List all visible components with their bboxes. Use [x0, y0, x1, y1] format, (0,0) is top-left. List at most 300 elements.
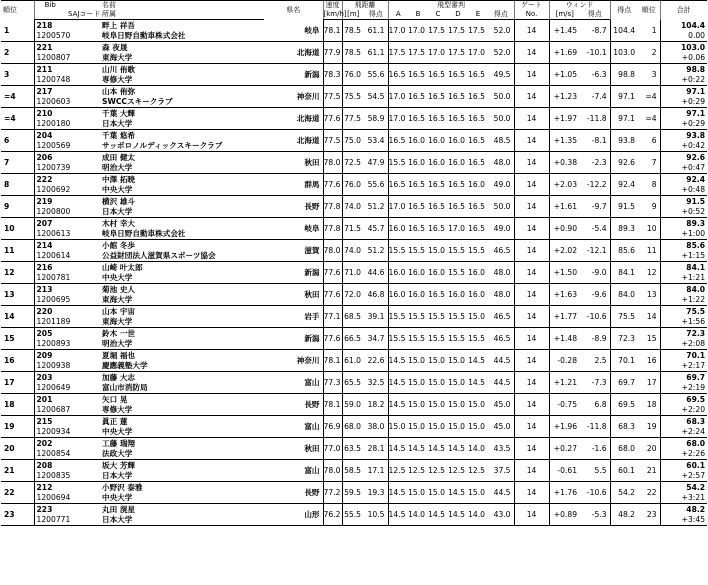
wind-cell: -0.61 [549, 460, 580, 482]
distance-points-cell: 61.1 [364, 20, 388, 42]
table-row [1, 108, 707, 120]
points-cell: 84.0 [610, 284, 638, 306]
judge-c-cell: 16.5 [428, 86, 448, 108]
diff-cell: +1:15 [660, 251, 707, 262]
distance-cell: 76.0 [342, 174, 364, 196]
style-points-cell: 43.0 [488, 504, 514, 526]
judge-b-cell: 16.5 [408, 64, 428, 86]
distance-cell: 75.0 [342, 130, 364, 152]
header-prefecture: 県名 [264, 1, 323, 20]
prefecture-cell: 北海道 [264, 42, 323, 64]
judge-c-cell: 15.0 [428, 372, 448, 394]
club-cell: サッポロノルディックスキークラブ [100, 141, 264, 152]
judge-c-cell: 15.0 [428, 350, 448, 372]
spacer [66, 108, 100, 120]
judge-c-cell: 16.5 [428, 108, 448, 130]
points-cell: 98.8 [610, 64, 638, 86]
header-wind: ウィンド [549, 1, 610, 11]
saj-code-cell: 1200692 [34, 185, 100, 196]
wind-cell: +2.02 [549, 240, 580, 262]
prefecture-cell: 長野 [264, 482, 323, 504]
prefecture-cell: 新潟 [264, 64, 323, 86]
bib-cell: 216 [34, 262, 66, 274]
athlete-name: 成田 健太 [102, 153, 136, 162]
rank-cell: 1 [1, 20, 34, 42]
round-rank-cell: 12 [638, 262, 660, 284]
athlete-name: 山崎 叶太郎 [102, 263, 143, 272]
gate-cell: 14 [514, 240, 549, 262]
saj-code-cell: 1200893 [34, 339, 100, 350]
gate-cell: 14 [514, 218, 549, 240]
judge-c-cell: 15.5 [428, 306, 448, 328]
saj-code-cell: 1200800 [34, 207, 100, 218]
judge-c-cell: 15.0 [428, 482, 448, 504]
judge-c-cell: 16.5 [428, 64, 448, 86]
judge-e-cell: 12.5 [468, 460, 488, 482]
saj-code-cell: 1200748 [34, 75, 100, 86]
distance-points-cell: 58.9 [364, 108, 388, 130]
rank-cell: 21 [1, 460, 34, 482]
saj-code-cell: 1200695 [34, 295, 100, 306]
wind-cell: +1.50 [549, 262, 580, 284]
saj-code-cell: 1200739 [34, 163, 100, 174]
points-cell: 97.1 [610, 86, 638, 108]
judge-c-cell: 17.0 [428, 42, 448, 64]
header-speed-unit: [km/h] [323, 10, 347, 18]
bib-cell: 213 [34, 284, 66, 296]
athlete-name: 菊池 史人 [102, 285, 136, 294]
judge-c-cell: 16.0 [428, 130, 448, 152]
header-speed: 速度 [323, 1, 342, 11]
rank-cell: 22 [1, 482, 34, 504]
style-points-cell: 44.5 [488, 350, 514, 372]
style-points-cell: 48.0 [488, 262, 514, 284]
athlete-name: 千葉 悠希 [102, 131, 136, 140]
table-row [1, 20, 707, 32]
judge-b-cell: 15.5 [408, 240, 428, 262]
spacer [66, 328, 100, 340]
header-judge-d: D [448, 10, 468, 20]
athlete-name: 山本 宇宙 [102, 307, 136, 316]
speed-cell: 77.9 [323, 42, 342, 64]
table-row [1, 262, 707, 274]
saj-code-cell: 1200613 [34, 229, 100, 240]
judge-d-cell: 14.5 [448, 504, 468, 526]
judge-e-cell: 16.0 [468, 262, 488, 284]
judge-e-cell: 16.5 [468, 218, 488, 240]
prefecture-cell: 北海道 [264, 108, 323, 130]
judge-e-cell: 15.5 [468, 328, 488, 350]
header-name: 名前 [100, 1, 264, 11]
judge-d-cell: 15.5 [448, 262, 468, 284]
gate-cell: 14 [514, 174, 549, 196]
wind-points-cell: -5.3 [580, 504, 610, 526]
wind-points-cell: -10.6 [580, 306, 610, 328]
saj-code-cell: 1200614 [34, 251, 100, 262]
wind-cell: +2.03 [549, 174, 580, 196]
wind-cell: +1.48 [549, 328, 580, 350]
distance-cell: 75.5 [342, 86, 364, 108]
points-cell: 89.3 [610, 218, 638, 240]
points-cell: 92.6 [610, 152, 638, 174]
bib-cell: 207 [34, 218, 66, 230]
total-cell: 98.8 [686, 65, 706, 74]
bib-cell: 202 [34, 438, 66, 450]
distance-points-cell: 38.0 [364, 416, 388, 438]
athlete-name: 小館 冬歩 [102, 241, 136, 250]
wind-cell: -0.75 [549, 394, 580, 416]
total-cell: 85.6 [686, 241, 706, 250]
wind-points-cell: -8.7 [580, 20, 610, 42]
speed-cell: 78.0 [323, 460, 342, 482]
gate-cell: 14 [514, 284, 549, 306]
round-rank-cell: 22 [638, 482, 660, 504]
distance-points-cell: 22.6 [364, 350, 388, 372]
bib-cell: 206 [34, 152, 66, 164]
judge-a-cell: 14.5 [388, 372, 408, 394]
style-points-cell: 49.5 [488, 64, 514, 86]
total-cell: 48.2 [686, 505, 706, 514]
distance-cell: 78.5 [342, 42, 364, 64]
table-row [1, 152, 707, 164]
prefecture-cell: 富山 [264, 460, 323, 482]
distance-points-cell: 53.4 [364, 130, 388, 152]
wind-cell: +0.27 [549, 438, 580, 460]
round-rank-cell: 7 [638, 152, 660, 174]
distance-cell: 66.5 [342, 328, 364, 350]
points-cell: 48.2 [610, 504, 638, 526]
style-points-cell: 46.5 [488, 240, 514, 262]
rank-cell: 8 [1, 174, 34, 196]
athlete-name: 坂大 芳輝 [102, 461, 136, 470]
points-cell: 69.7 [610, 372, 638, 394]
diff-cell: +0:42 [660, 141, 707, 152]
header-judge-b: B [408, 10, 428, 20]
judge-b-cell: 15.5 [408, 306, 428, 328]
speed-cell: 78.1 [323, 394, 342, 416]
round-rank-cell: 13 [638, 284, 660, 306]
distance-points-cell: 28.1 [364, 438, 388, 460]
distance-cell: 61.0 [342, 350, 364, 372]
distance-points-cell: 51.2 [364, 196, 388, 218]
judge-b-cell: 15.0 [408, 416, 428, 438]
judge-c-cell: 16.0 [428, 152, 448, 174]
judge-e-cell: 17.5 [468, 20, 488, 42]
rank-cell: 23 [1, 504, 34, 526]
prefecture-cell: 群馬 [264, 174, 323, 196]
judge-a-cell: 16.0 [388, 262, 408, 284]
table-row [1, 482, 707, 494]
bib-cell: 203 [34, 372, 66, 384]
spacer [66, 416, 100, 428]
diff-cell: +0:48 [660, 185, 707, 196]
wind-points-cell: -10.6 [580, 482, 610, 504]
wind-cell: +1.21 [549, 372, 580, 394]
total-cell: 84.1 [686, 263, 706, 272]
diff-cell: +0:29 [660, 119, 707, 130]
distance-cell: 78.5 [342, 20, 364, 42]
judge-e-cell: 16.5 [468, 108, 488, 130]
diff-cell: +1:22 [660, 295, 707, 306]
judge-d-cell: 16.5 [448, 108, 468, 130]
saj-code-cell: 1200807 [34, 53, 100, 64]
style-points-cell: 46.5 [488, 306, 514, 328]
club-cell: 東海大学 [100, 317, 264, 328]
bib-cell: 220 [34, 306, 66, 318]
total-cell: 91.5 [686, 197, 706, 206]
wind-cell: +1.63 [549, 284, 580, 306]
judge-a-cell: 15.0 [388, 416, 408, 438]
diff-cell: +1:00 [660, 229, 707, 240]
speed-cell: 77.6 [323, 262, 342, 284]
total-cell: 93.8 [686, 131, 706, 140]
table-row [1, 240, 707, 252]
round-rank-cell: 16 [638, 350, 660, 372]
saj-code-cell: 1200781 [34, 273, 100, 284]
wind-points-cell: -12.1 [580, 240, 610, 262]
spacer [66, 42, 100, 54]
table-row [1, 284, 707, 296]
judge-d-cell: 12.5 [448, 460, 468, 482]
round-rank-cell: 8 [638, 174, 660, 196]
judge-a-cell: 17.0 [388, 86, 408, 108]
judge-c-cell: 14.5 [428, 504, 448, 526]
distance-points-cell: 19.3 [364, 482, 388, 504]
gate-cell: 14 [514, 394, 549, 416]
style-points-cell: 46.5 [488, 328, 514, 350]
spacer [66, 372, 100, 384]
round-rank-cell: 2 [638, 42, 660, 64]
round-rank-cell: 9 [638, 196, 660, 218]
judge-b-cell: 12.5 [408, 460, 428, 482]
distance-points-cell: 46.8 [364, 284, 388, 306]
rank-cell: 17 [1, 372, 34, 394]
round-rank-cell: 17 [638, 372, 660, 394]
saj-code-cell: 1201189 [34, 317, 100, 328]
diff-cell: +0:29 [660, 97, 707, 108]
judge-a-cell: 17.5 [388, 42, 408, 64]
distance-cell: 59.5 [342, 482, 364, 504]
saj-code-cell: 1200854 [34, 449, 100, 460]
rank-cell: 2 [1, 42, 34, 64]
header-wind-unit: [m/s] [549, 10, 580, 20]
table-row [1, 306, 707, 318]
bib-cell: 217 [34, 86, 66, 98]
diff-cell: +2:20 [660, 405, 707, 416]
bib-cell: 205 [34, 328, 66, 340]
judge-d-cell: 15.5 [448, 306, 468, 328]
round-rank-cell: 19 [638, 416, 660, 438]
gate-cell: 14 [514, 152, 549, 174]
judge-e-cell: 15.0 [468, 394, 488, 416]
judge-c-cell: 16.0 [428, 262, 448, 284]
gate-cell: 14 [514, 42, 549, 64]
table-row [1, 42, 707, 54]
round-rank-cell: 18 [638, 394, 660, 416]
points-cell: 92.4 [610, 174, 638, 196]
spacer [66, 460, 100, 472]
distance-cell: 59.0 [342, 394, 364, 416]
spacer [66, 504, 100, 516]
distance-cell: 65.5 [342, 372, 364, 394]
spacer [66, 130, 100, 142]
judge-e-cell: 17.0 [468, 42, 488, 64]
total-cell: 92.6 [686, 153, 706, 162]
wind-points-cell: -7.3 [580, 372, 610, 394]
saj-code-cell: 1200603 [34, 97, 100, 108]
spacer [66, 350, 100, 362]
gate-cell: 14 [514, 328, 549, 350]
total-cell: 68.0 [686, 439, 706, 448]
gate-cell: 14 [514, 130, 549, 152]
rank-cell: 10 [1, 218, 34, 240]
diff-cell: +0.06 [660, 53, 707, 64]
wind-points-cell: -9.7 [580, 196, 610, 218]
gate-cell: 14 [514, 64, 549, 86]
distance-cell: 68.5 [342, 306, 364, 328]
distance-points-cell: 32.5 [364, 372, 388, 394]
points-cell: 68.3 [610, 416, 638, 438]
judge-e-cell: 16.0 [468, 174, 488, 196]
speed-cell: 77.2 [323, 482, 342, 504]
diff-cell: +3:21 [660, 493, 707, 504]
table-row [1, 218, 707, 230]
round-rank-cell: 23 [638, 504, 660, 526]
spacer [66, 20, 100, 32]
judge-e-cell: 15.0 [468, 416, 488, 438]
distance-cell: 74.0 [342, 196, 364, 218]
bib-cell: 223 [34, 504, 66, 516]
rank-cell: 11 [1, 240, 34, 262]
bib-cell: 218 [34, 20, 66, 32]
header-points: 得点 [610, 1, 638, 20]
judge-b-cell: 15.0 [408, 350, 428, 372]
wind-points-cell: -5.4 [580, 218, 610, 240]
wind-points-cell: -1.6 [580, 438, 610, 460]
club-cell: SWCCスキークラブ [100, 97, 264, 108]
bib-cell: 204 [34, 130, 66, 142]
judge-a-cell: 16.5 [388, 130, 408, 152]
judge-c-cell: 15.5 [428, 328, 448, 350]
gate-cell: 14 [514, 482, 549, 504]
athlete-name: 森 夜晟 [102, 43, 128, 52]
spacer [66, 394, 100, 406]
wind-points-cell: 6.8 [580, 394, 610, 416]
results-body [1, 20, 707, 526]
spacer [66, 284, 100, 296]
distance-cell: 77.5 [342, 108, 364, 130]
judge-d-cell: 15.5 [448, 240, 468, 262]
judge-c-cell: 12.5 [428, 460, 448, 482]
speed-cell: 78.1 [323, 20, 342, 42]
judge-a-cell: 15.5 [388, 306, 408, 328]
points-cell: 75.5 [610, 306, 638, 328]
speed-cell: 77.6 [323, 328, 342, 350]
wind-cell: +1.96 [549, 416, 580, 438]
judge-b-cell: 16.0 [408, 130, 428, 152]
table-row [1, 372, 707, 384]
judge-b-cell: 16.0 [408, 152, 428, 174]
judge-d-cell: 16.5 [448, 64, 468, 86]
judge-c-cell: 16.5 [428, 284, 448, 306]
gate-cell: 14 [514, 460, 549, 482]
bib-cell: 219 [34, 196, 66, 208]
speed-cell: 77.1 [323, 306, 342, 328]
total-cell: 60.1 [686, 461, 706, 470]
style-points-cell: 50.0 [488, 108, 514, 130]
club-cell: 岐阜日野自動車株式会社 [100, 31, 264, 42]
judge-a-cell: 15.5 [388, 152, 408, 174]
header-row-1 [1, 1, 707, 11]
rank-cell: 9 [1, 196, 34, 218]
speed-cell: 78.0 [323, 240, 342, 262]
speed-cell: 76.2 [323, 504, 342, 526]
judge-d-cell: 16.0 [448, 130, 468, 152]
athlete-name: 矢口 晃 [102, 395, 128, 404]
judge-b-cell: 17.0 [408, 20, 428, 42]
judge-a-cell: 14.5 [388, 394, 408, 416]
club-cell: 中央大学 [100, 493, 264, 504]
judge-b-cell: 16.5 [408, 108, 428, 130]
bib-cell: 209 [34, 350, 66, 362]
spacer [66, 64, 100, 76]
gate-cell: 14 [514, 350, 549, 372]
club-cell: 明治大学 [100, 339, 264, 350]
judge-c-cell: 17.5 [428, 20, 448, 42]
wind-points-cell: -8.9 [580, 328, 610, 350]
saj-code-cell: 1200771 [34, 515, 100, 526]
wind-points-cell: -9.0 [580, 262, 610, 284]
wind-cell: -0.28 [549, 350, 580, 372]
distance-points-cell: 54.5 [364, 86, 388, 108]
judge-d-cell: 15.0 [448, 372, 468, 394]
athlete-name: 木村 幸大 [102, 219, 136, 228]
judge-c-cell: 15.0 [428, 416, 448, 438]
distance-points-cell: 47.9 [364, 152, 388, 174]
gate-cell: 14 [514, 262, 549, 284]
wind-cell: +1.45 [549, 20, 580, 42]
rank-cell: 18 [1, 394, 34, 416]
judge-d-cell: 16.5 [448, 196, 468, 218]
prefecture-cell: 岐阜 [264, 218, 323, 240]
diff-cell: +1:21 [660, 273, 707, 284]
diff-cell: +2:26 [660, 449, 707, 460]
athlete-name: 眞正 蓮 [102, 417, 128, 426]
saj-code-cell: 1200569 [34, 141, 100, 152]
spacer [66, 482, 100, 494]
rank-cell: 7 [1, 152, 34, 174]
diff-cell: +0:47 [660, 163, 707, 174]
distance-cell: 55.5 [342, 504, 364, 526]
prefecture-cell: 滋賀 [264, 240, 323, 262]
rank-cell: =4 [1, 108, 34, 130]
spacer [66, 174, 100, 186]
wind-cell: +0.90 [549, 218, 580, 240]
judge-b-cell: 16.5 [408, 174, 428, 196]
header-judge-c: C [428, 10, 448, 20]
athlete-name: 山川 侑歌 [102, 65, 136, 74]
speed-cell: 78.1 [323, 350, 342, 372]
speed-cell: 77.6 [323, 284, 342, 306]
total-cell: 84.0 [686, 285, 706, 294]
wind-cell: +1.61 [549, 196, 580, 218]
points-cell: 93.8 [610, 130, 638, 152]
table-row [1, 64, 707, 76]
header-total: 合計 [660, 1, 707, 20]
style-points-cell: 52.0 [488, 42, 514, 64]
judge-d-cell: 15.0 [448, 394, 468, 416]
diff-cell: +1:56 [660, 317, 707, 328]
